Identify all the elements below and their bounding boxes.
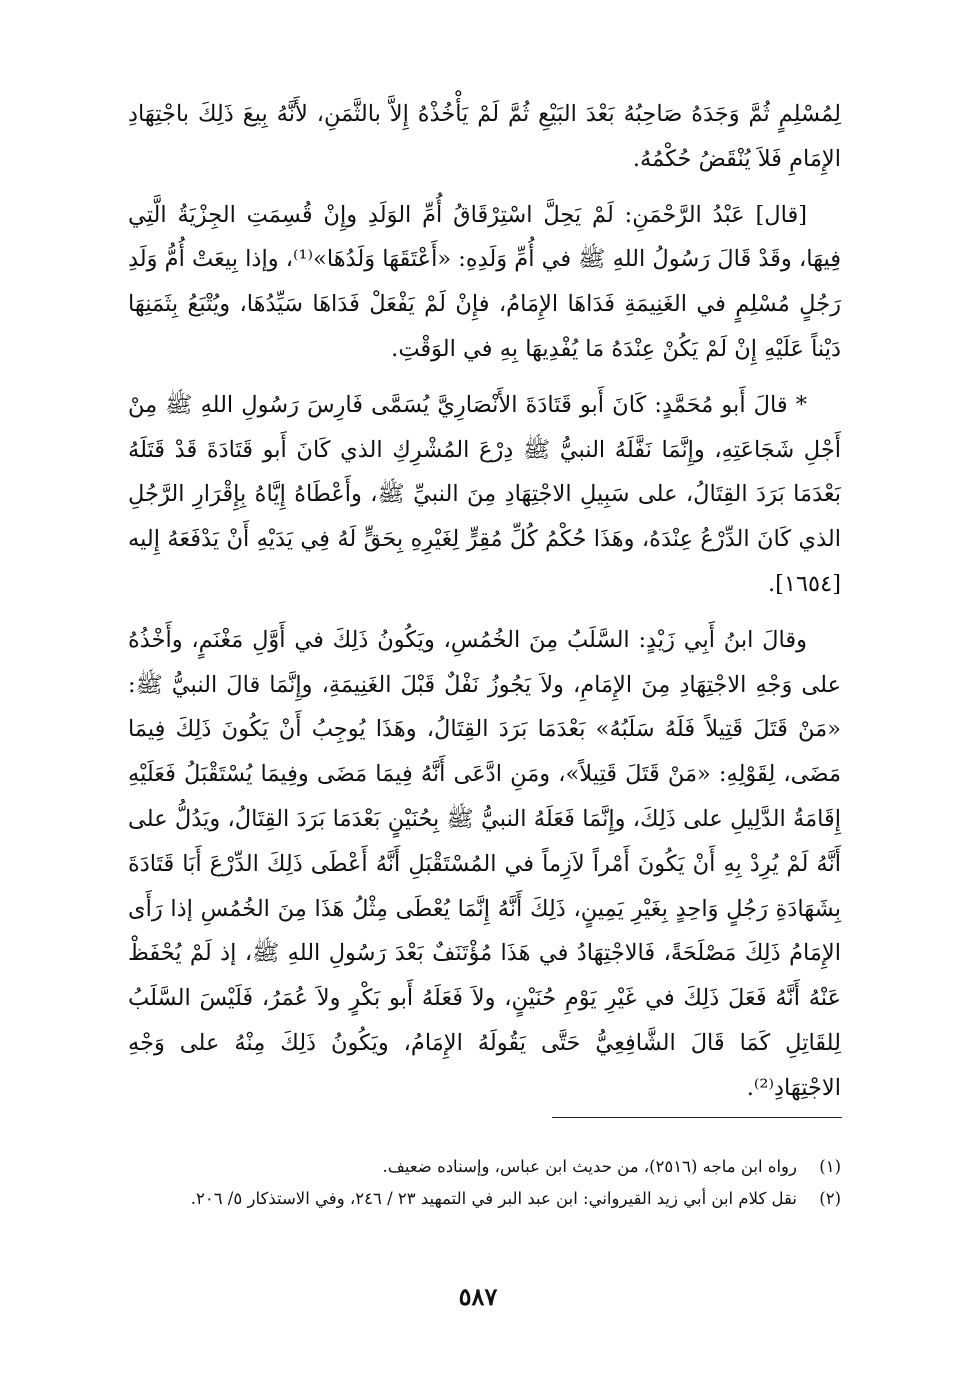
footnote-text: نقل كلام ابن أبي زيد القيرواني: ابن عبد البر في التمهيد ٢٣ / ٢٤٦، وفي الاستذكار ٥/ ٢٠٦. <box>190 1189 797 1208</box>
footnotes <box>128 1151 841 1215</box>
paragraph-4: وقالَ ابنُ أَبِي زَيْدٍ: السَّلَبُ مِنَ الخُمُسِ، ويَكُونُ ذَلِكَ في أَوَّلِ مَغْنَمٍ، وأَخْذُهُ على وَجْهِ الاجْتِهَادِ مِنَ الإِمَامِ، ولاَ يَجُوزُ نَفْلٌ قَبْلَ الغَنِيمَةِ، وإِنَّمَا قالَ النبيُّ ﷺ: «مَنْ قَتَلَ قَتِيلاً فَلَهُ سَلَبُهُ» بَعْدَمَا بَرَدَ القِتَالُ، وهَذَا يُوجِبُ أَنْ يَكُونَ ذَلِكَ فِيمَا مَضَى، لِقَوْلِهِ: «مَنْ قَتَلَ قَتِيلاً»، ومَنِ ادَّعَى أَنَّهُ فِيمَا مَضَى وفِيمَا يُسْتَقْبَلُ فَعَلَيْهِ إِقَامَةُ الدَّلِيلِ على ذَلِكَ، وإِنَّمَا فَعَلَهُ النبيُّ ﷺ بِحُنَيْنٍ بَعْدَمَا بَرَدَ القِتَالُ، ويَدُلُّ على أَنَّهُ لَمْ يُرِدْ بِهِ أَنْ يَكُونَ أَمْراً لاَزِماً في المُسْتَقْبَلِ أَنَّهُ أَعْطَى ذَلِكَ الدِّرْعَ أَبَا قَتَادَةَ بِشَهَادَةِ رَجُلٍ وَاحِدٍ بِغَيْرِ يَمِينٍ، ذَلِكَ أَنَّهُ إِنَّمَا يُعْطَى مِثْلُ هَذَا مِنَ الخُمُسِ إذا رَأَى الإِمَامُ ذَلِكَ مَصْلَحَةً، فَالاجْتِهَادُ في هَذَا مُؤْتَنَفٌ بَعْدَ رَسُولِ اللهِ ﷺ، إذ لَمْ يُحْفَظْ عَنْهُ أَنَّهُ فَعَلَ ذَلِكَ في غَيْرِ يَوْمِ حُنَيْنٍ، ولاَ فَعَلَهُ أَبو بَكْرٍ ولاَ عُمَرُ، فَلَيْسَ السَّلَبُ لِلقَاتِلِ كَمَا قَالَ الشَّافِعِيُّ حَتَّى يَقُولَهُ الإِمَامُ، ويَكُونُ ذَلِكَ مِنْهُ على وَجْهِ الاجْتِهَادِ⁽²⁾. <box>128 626 841 1101</box>
footnote-text: رواه ابن ماجه (٢٥١٦)، من حديث ابن عباس، وإسناده ضعيف. <box>382 1157 797 1176</box>
footnote-number: (٢) <box>819 1189 841 1208</box>
paragraph-2: [قال] عَبْدُ الرَّحْمَنِ: لَمْ يَحِلَّ اسْتِرْقَاقُ أُمِّ الوَلَدِ وإِنْ قُسِمَتِ الجِزْيَةُ الَّتِي فِيهَا، وقَدْ قَالَ رَسُولُ اللهِ ﷺ في أُمِّ وَلَدِهِ: «أَعْتَقَهَا وَلَدُهَا»⁽¹⁾، وإذا بِيعَتْ أُمُّ وَلَدِ رَجُلٍ مُسْلِمٍ في الغَنِيمَةِ فَدَاهَا الإِمَامُ، فإِنْ لَمْ يَفْعَلْ فَدَاهَا سَيِّدُهَا، ويُتْبَعُ بِثَمَنِهَا دَيْناً عَلَيْهِ إِنْ لَمْ يَكُنْ عِنْدَهُ مَا يُفْدِيهَا بِهِ في الوَقْتِ. <box>128 201 841 362</box>
footnote-2 <box>128 1183 841 1215</box>
page-number: ٥٨٧ <box>458 1282 498 1311</box>
footnote-number: (١) <box>819 1157 841 1176</box>
footnote-1 <box>128 1151 841 1183</box>
paragraph-1: لِمُسْلِمٍ ثُمَّ وَجَدَهُ صَاحِبُهُ بَعْدَ البَيْعِ ثُمَّ لَمْ يَأْخُذْهُ إِلاَّ بالثَّمَنِ، لأَنَّهُ بِيعَ ذَلِكَ باجْتِهَادِ الإِمَامِ فَلاَ يُنْقَضُ حُكْمُهُ. <box>128 101 841 172</box>
paragraph-3: * قالَ أَبو مُحَمَّدٍ: كَانَ أَبو قَتَادَةَ الأَنْصَارِيَّ يُسَمَّى فَارِسَ رَسُولِ اللهِ ﷺ مِنْ أَجْلِ شَجَاعَتِهِ، وإِنَّمَا نَفَّلَهُ النبيُّ ﷺ دِرْعَ المُشْرِكِ الذي كَانَ أَبو قَتَادَةَ قَدْ قَتَلَهُ بَعْدَمَا بَرَدَ القِتَالُ، على سَبِيلِ الاجْتِهَادِ مِنَ النبيِّ ﷺ، وأَعْطَاهُ إِيَّاهُ بِإِقْرَارِ الرَّجُلِ الذي كَانَ الدِّرْعُ عِنْدَهُ، وهَذَا حُكْمُ كُلِّ مُقِرٍّ لِغَيْرِهِ بِحَقٍّ لَهُ فِي يَدَيْهِ أَنْ يَدْفَعَهُ إِليه [١٦٥٤]. <box>128 391 841 597</box>
main-text <box>128 92 841 1111</box>
footnote-divider <box>552 1117 842 1118</box>
